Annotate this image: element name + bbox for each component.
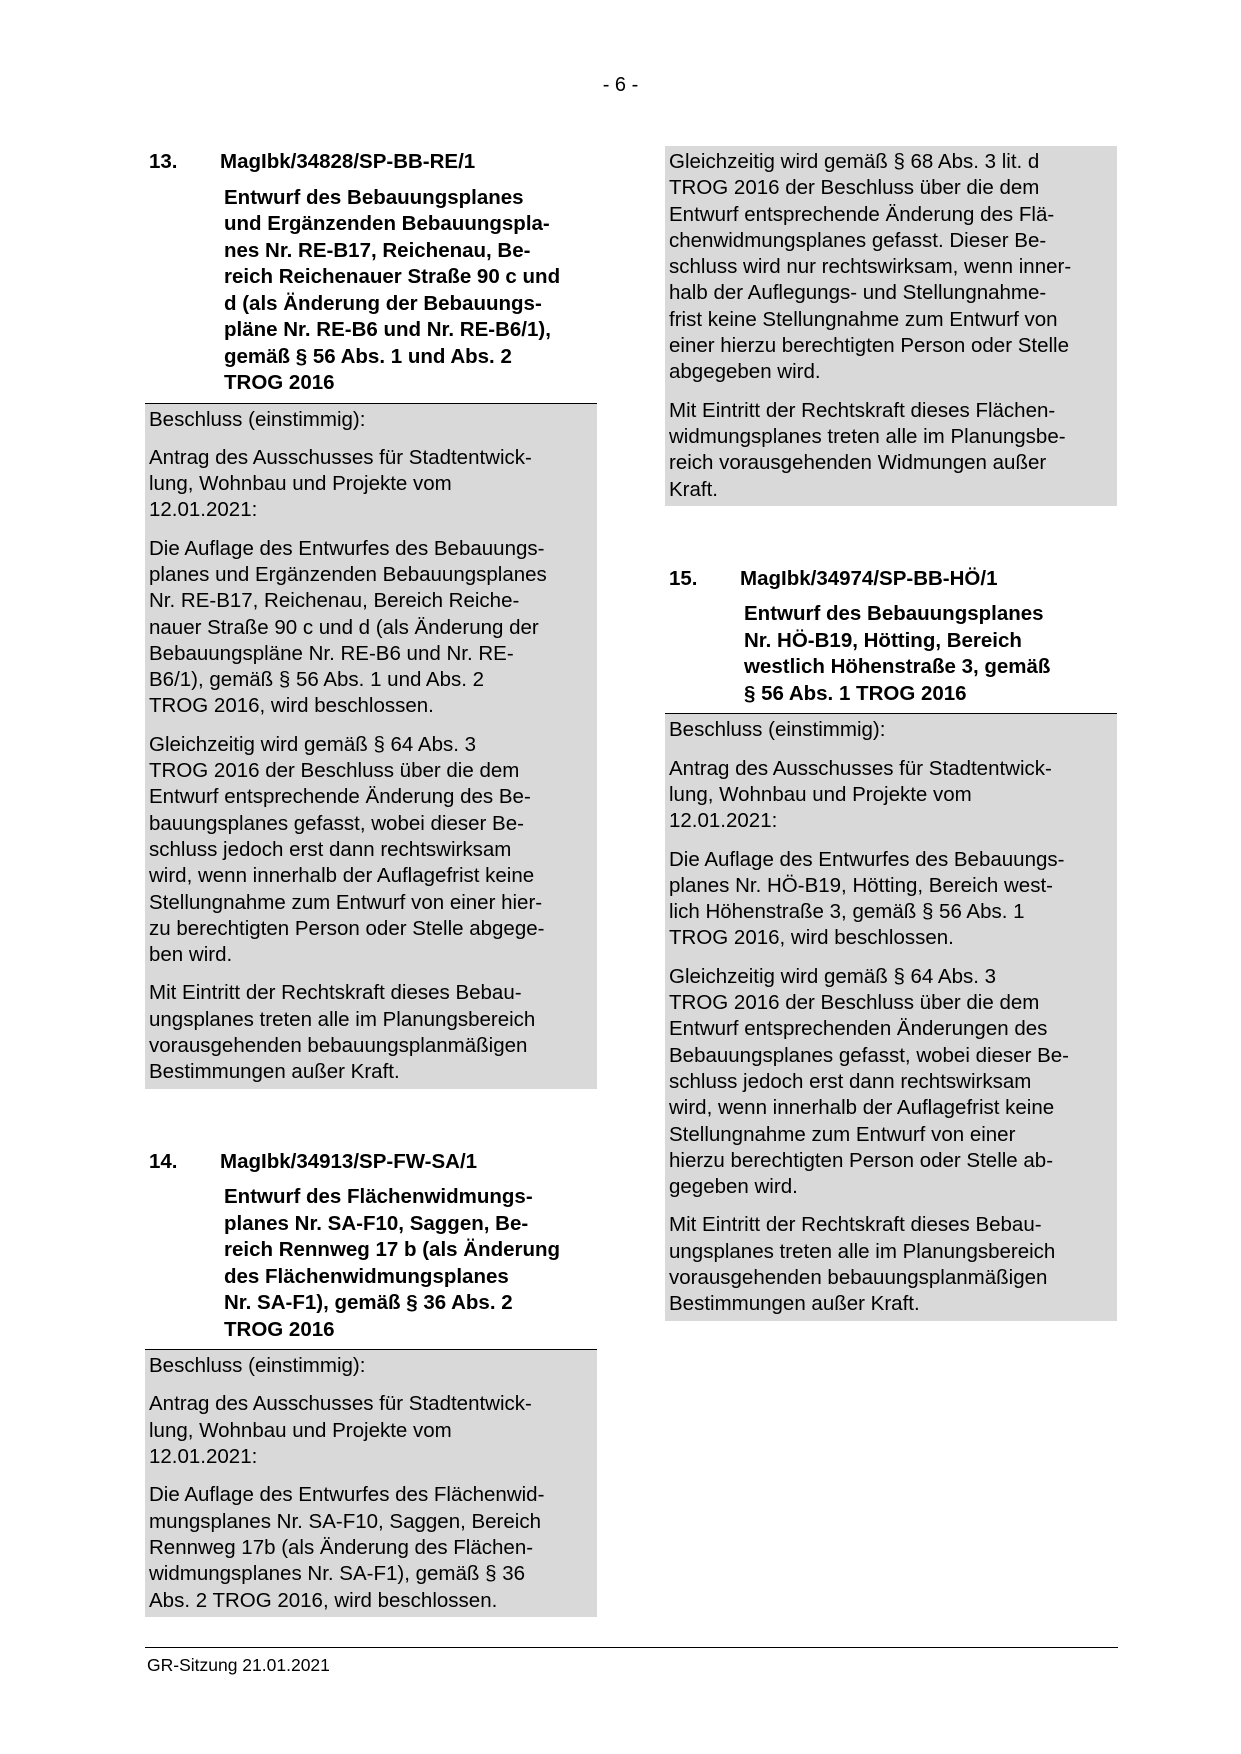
title-line: Nr. SA-F1), gemäß § 36 Abs. 2 — [224, 1291, 513, 1315]
item-header — [665, 566, 1117, 708]
decision-label: Beschluss (einstimmig): — [149, 407, 366, 431]
decision-box — [145, 404, 597, 1089]
item-title — [224, 1184, 593, 1343]
title-line: planes Nr. SA-F10, Saggen, Be- — [224, 1211, 529, 1235]
page-number: - 6 - — [602, 74, 639, 96]
paragraph: Mit Eintritt der Rechtskraft dieses Flächen- widmungsplanes treten alle im Planungsbe- reich vorausgehenden Widmungen außer Kraft. — [669, 398, 1066, 501]
item-code: MagIbk/34913/SP-FW-SA/1 — [220, 1149, 478, 1173]
item-number: 13. — [149, 150, 178, 173]
left-column — [145, 149, 597, 1617]
item-number: 14. — [149, 1149, 178, 1173]
decision-label: Beschluss (einstimmig): — [669, 718, 886, 742]
title-line: Nr. HÖ-B19, Hötting, Bereich — [744, 628, 1022, 652]
title-line: pläne Nr. RE-B6 und Nr. RE-B6/1), — [224, 318, 551, 341]
item-title — [224, 185, 593, 397]
title-line: d (als Änderung der Bebauungs- — [224, 291, 542, 315]
paragraph: Antrag des Ausschusses für Stadtentwick- lung, Wohnbau und Projekte vom 12.01.2021: — [669, 756, 1052, 833]
title-line: Entwurf des Bebauungsplanes — [744, 602, 1044, 626]
title-line: des Flächenwidmungsplanes — [224, 1264, 509, 1288]
title-line: westlich Höhenstraße 3, gemäß — [744, 655, 1051, 679]
item-header — [145, 1149, 597, 1344]
item-title — [744, 601, 1113, 707]
decision-box-continued — [665, 146, 1117, 506]
title-line: Entwurf des Flächenwidmungs- — [224, 1185, 533, 1209]
agenda-item-15 — [665, 566, 1117, 1321]
paragraph: Gleichzeitig wird gemäß § 68 Abs. 3 lit. d TROG 2016 der Beschluss über die dem Entwurf entsprechende Änderung des Flä- chenwidmungsplanes gefasst. Dieser Be- schluss wird nur rechtswirksam, wenn inner- halb der Auflegungs- und Stellungnahme- frist keine Stellungnahme zum Entwurf von einer hierzu berechtigten Person oder Stelle abgegeben wird. — [669, 150, 1072, 384]
footer: GR-Sitzung 21.01.2021 — [147, 1655, 330, 1675]
decision-box — [145, 1350, 597, 1617]
paragraph: Antrag des Ausschusses für Stadtentwick- lung, Wohnbau und Projekte vom 12.01.2021: — [149, 1392, 532, 1469]
decision-box — [665, 714, 1117, 1320]
paragraph: Die Auflage des Entwurfes des Bebauungs- planes und Ergänzenden Bebauungsplanes Nr. RE-B17, Reichenau, Bereich Reiche- nauer Straße 90 c und d (als Änderung der Bebauungspläne Nr. RE-B6 und Nr. RE- B6/1), gemäß § 56 Abs. 1 und Abs. 2 TROG 2016, wird beschlossen. — [149, 536, 547, 718]
title-line: nes Nr. RE-B17, Reichenau, Be- — [224, 238, 531, 262]
item-code: MagIbk/34974/SP-BB-HÖ/1 — [740, 566, 998, 590]
title-line: reich Rennweg 17 b (als Änderung — [224, 1238, 561, 1262]
title-line: § 56 Abs. 1 TROG 2016 — [744, 681, 967, 705]
paragraph: Gleichzeitig wird gemäß § 64 Abs. 3 TROG 2016 der Beschluss über die dem Entwurf entsprechenden Änderungen des Bebauungsplanes gefasst, wobei dieser Be- schluss jedoch erst dann rechtswirksam wird, wenn innerhalb der Auflagefrist keine Stellungnahme zum Entwurf von einer hierzu berechtigten Person oder Stelle ab- gegeben wird. — [669, 964, 1070, 1199]
title-line: Entwurf des Bebauungsplanes — [224, 185, 524, 209]
agenda-item-13 — [145, 149, 597, 1089]
title-line: TROG 2016 — [224, 1317, 335, 1341]
paragraph: Die Auflage des Entwurfes des Bebauungs- planes Nr. HÖ-B19, Hötting, Bereich west- lich Höhenstraße 3, gemäß § 56 Abs. 1 TROG 2016, wird beschlossen. — [669, 847, 1065, 950]
decision-label: Beschluss (einstimmig): — [149, 1354, 366, 1378]
paragraph: Mit Eintritt der Rechtskraft dieses Bebau- ungsplanes treten alle im Planungsbereich vorausgehenden bebauungsplanmäßigen Bestimmungen außer Kraft. — [149, 981, 536, 1084]
title-line: und Ergänzenden Bebauungspla- — [224, 212, 550, 235]
paragraph: Antrag des Ausschusses für Stadtentwick- lung, Wohnbau und Projekte vom 12.01.2021: — [149, 445, 532, 522]
item-header — [145, 149, 597, 397]
title-line: TROG 2016 — [224, 371, 335, 394]
footer-divider — [145, 1647, 1118, 1648]
title-line: gemäß § 56 Abs. 1 und Abs. 2 — [224, 344, 512, 368]
right-column — [665, 146, 1117, 1321]
title-line: reich Reichenauer Straße 90 c und — [224, 265, 561, 288]
paragraph: Mit Eintritt der Rechtskraft dieses Bebau- ungsplanes treten alle im Planungsbereich vorausgehenden bebauungsplanmäßigen Bestimmungen außer Kraft. — [669, 1213, 1056, 1316]
paragraph: Gleichzeitig wird gemäß § 64 Abs. 3 TROG 2016 der Beschluss über die dem Entwurf entsprechende Änderung des Be- bauungsplanes gefasst, wobei dieser Be- schluss jedoch erst dann rechtswirksam wird, wenn innerhalb der Auflagefrist keine Stellungnahme zum Entwurf von einer hier- zu berechtigten Person oder Stelle abgege- ben wird. — [149, 732, 545, 967]
item-code: MagIbk/34828/SP-BB-RE/1 — [220, 150, 476, 173]
item-number: 15. — [669, 566, 698, 590]
agenda-item-14 — [145, 1149, 597, 1617]
paragraph: Die Auflage des Entwurfes des Flächenwid- mungsplanes Nr. SA-F10, Saggen, Bereich Rennweg 17b (als Änderung des Flächen- widmungsplanes Nr. SA-F1), gemäß § 36 Abs. 2 TROG 2016, wird beschlossen. — [149, 1483, 545, 1612]
